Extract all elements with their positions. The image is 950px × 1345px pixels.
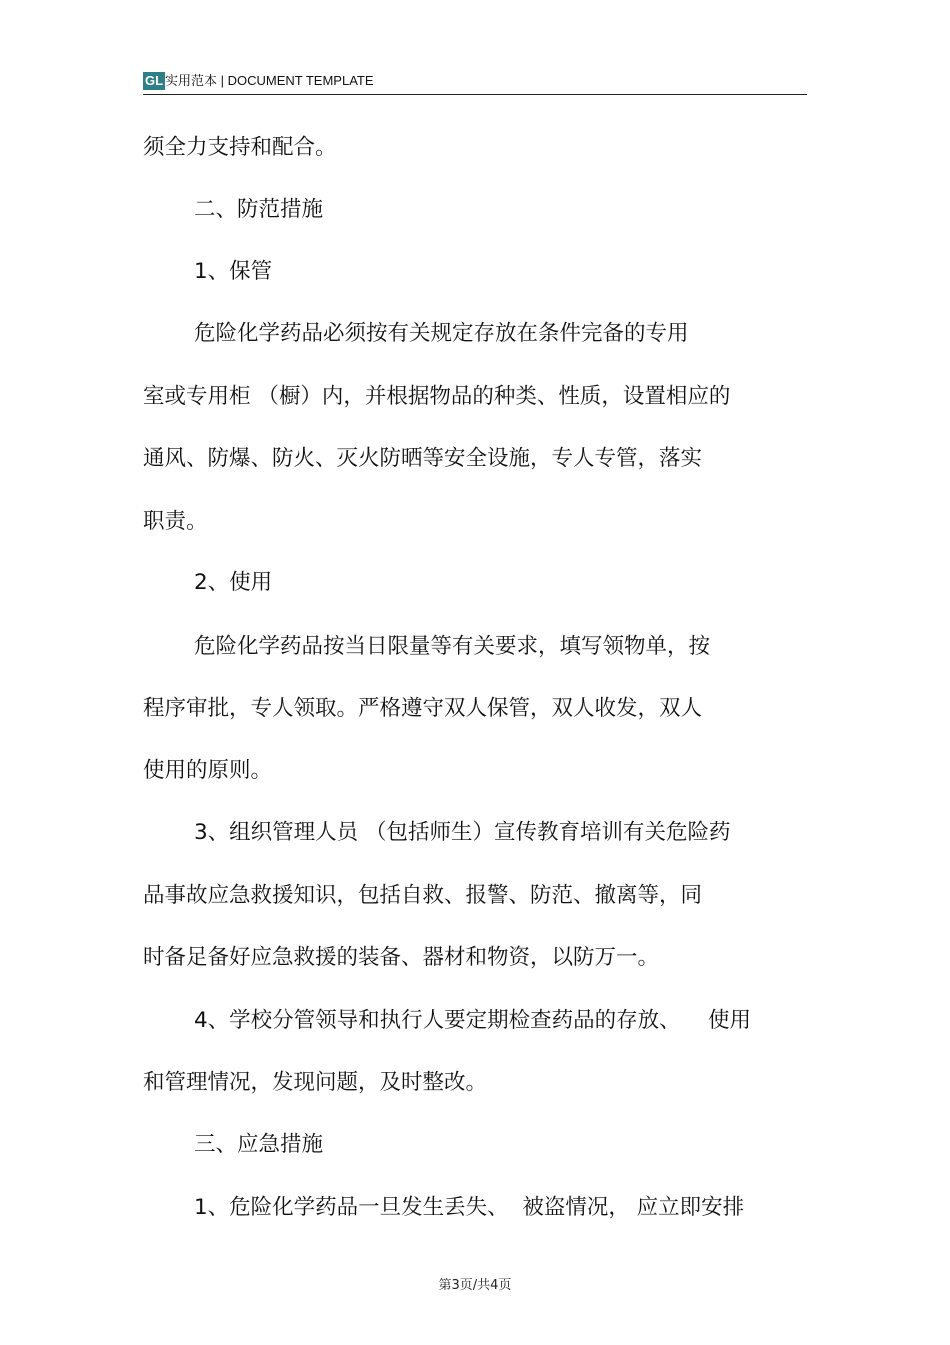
paragraph-line: 须全力支持和配合。 bbox=[143, 135, 337, 160]
paragraph-line: 危险化学药品按当日限量等有关要求，填写领物单，按 bbox=[194, 634, 711, 659]
paragraph-line: 时备足备好应急救援的装备、器材和物资，以防万一。 bbox=[143, 945, 660, 970]
paragraph-line: 4、学校分管领导和执行人要定期检查药品的存放、 使用 bbox=[194, 1008, 752, 1033]
paragraph-line: 和管理情况，发现问题，及时整改。 bbox=[143, 1070, 488, 1095]
paragraph-line: 程序审批，专人领取。严格遵守双人保管，双人收发，双人 bbox=[143, 696, 703, 721]
paragraph-line: 使用的原则。 bbox=[143, 758, 273, 783]
gl-logo: GL bbox=[145, 73, 164, 88]
paragraph-line: 通风、防爆、防火、灭火防晒等安全设施，专人专管，落实 bbox=[143, 446, 703, 471]
paragraph-line: 3、组织管理人员 （包括师生）宣传教育培训有关危险药 bbox=[194, 820, 731, 845]
paragraph-line: 室或专用柜 （橱）内，并根据物品的种类、性质，设置相应的 bbox=[143, 384, 731, 409]
section-heading: 三、应急措施 bbox=[194, 1132, 324, 1157]
paragraph-line: 品事故应急救援知识，包括自救、报警、防范、撤离等，同 bbox=[143, 883, 703, 908]
paragraph-line: 职责。 bbox=[143, 509, 208, 534]
subsection-heading: 1、保管 bbox=[194, 259, 273, 284]
paragraph-line: 1、危险化学药品一旦发生丢失、 被盗情况， 应立即安排 bbox=[194, 1195, 745, 1220]
document-header bbox=[143, 70, 807, 95]
header-title: 实用范本 | DOCUMENT TEMPLATE bbox=[165, 73, 374, 88]
subsection-heading: 2、使用 bbox=[194, 570, 273, 595]
page-number: 第3页/共4页 bbox=[438, 1278, 512, 1293]
paragraph-line: 危险化学药品必须按有关规定存放在条件完备的专用 bbox=[194, 321, 689, 346]
section-heading: 二、防范措施 bbox=[194, 197, 324, 222]
